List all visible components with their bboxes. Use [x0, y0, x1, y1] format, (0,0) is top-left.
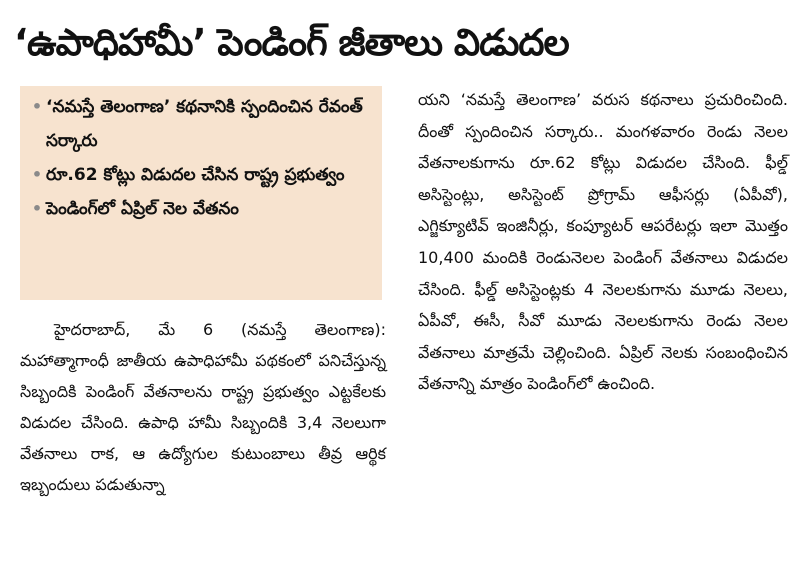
highlights-box — [20, 86, 382, 300]
highlight-text: రూ.62 కోట్లు విడుదల చేసిన రాష్ట్ర ప్రభుత్వం — [46, 165, 345, 185]
highlight-item — [28, 90, 376, 158]
highlight-item — [28, 158, 376, 192]
highlight-item — [28, 192, 376, 226]
article-column-right — [418, 84, 788, 400]
headline: ‘ఉపాధిహామీ’ పెండింగ్ జీతాలు విడుదల — [14, 21, 569, 64]
article-body-right: యని ‘నమస్తే తెలంగాణ’ వరుస కథనాలు ప్రచురించింది. దీంతో స్పందించిన సర్కారు.. మంగళవారం రెండు నెలల వేతనాలకుగాను రూ.62 కోట్లు విడుదల చేసింది. ఫీల్డ్ అసిస్టెంట్లు, అసిస్టెంట్ ప్రోగ్రామ్ ఆఫీసర్లు (ఏపీవో), ఎగ్జిక్యూటివ్ ఇంజినీర్లు, కంప్యూటర్ ఆపరేటర్లు ఇలా మొత్తం 10,400 మందికి రెండునెలల పెండింగ్ వేతనాలు విడుదల చేసింది. ఫీల్డ్ అసిస్టెంట్లకు 4 నెలలకుగాను మూడు నెలలు, ఏపీవో, ఈసీ, సీవో మూడు నెలలకుగాను రెండు నెలల వేతనాలు మాత్రమే చెల్లించింది. ఏప్రిల్ నెలకు సంబంధించిన వేతనాన్ని మాత్రం పెండింగ్‌లో ఉంచింది. — [418, 90, 788, 394]
article-body-left: హైదరాబాద్, మే 6 (నమస్తే తెలంగాణ): మహాత్మాగాంధీ జాతీయ ఉపాధిహామీ పథకంలో పనిచేస్తున్న సిబ్బందికి పెండింగ్ వేతనాలను రాష్ట్ర ప్రభుత్వం ఎట్టకేలకు విడుదల చేసింది. ఉపాధి హామీ సిబ్బందికి 3,4 నెలలుగా వేతనాలు రాక, ఆ ఉద్యోగుల కుటుంబాలు తీవ్ర ఆర్థిక ఇబ్బందులు పడుతున్నా — [20, 320, 386, 494]
bullet-icon: • — [31, 165, 43, 184]
highlight-text: ‘నమస్తే తెలంగాణ’ కథనానికి స్పందించిన రేవంత్ సర్కారు — [46, 97, 363, 151]
highlight-text: పెండింగ్‌లో ఏప్రిల్ నెల వేతనం — [46, 199, 239, 219]
article-column-left — [20, 314, 386, 500]
bullet-icon: • — [31, 97, 43, 116]
bullet-icon: • — [31, 199, 43, 218]
